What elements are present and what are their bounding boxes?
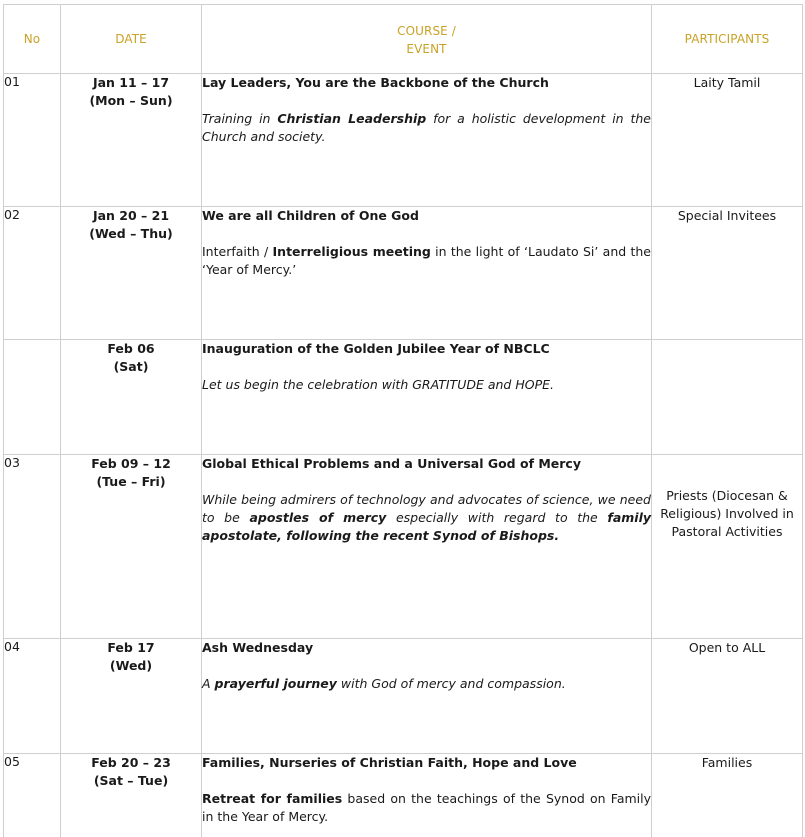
date-days: (Sat) <box>113 359 149 374</box>
row-event <box>202 754 652 837</box>
date-days: (Wed) <box>109 658 153 673</box>
row-date <box>61 754 202 837</box>
header-date: DATE <box>61 5 202 74</box>
date-range: Feb 06 <box>107 341 155 356</box>
description-segment: Let us begin the celebration with GRATITUDE and HOPE. <box>202 377 554 392</box>
description-segment: in the light of ‘Laudato Si’ and the ‘Year of Mercy.’ <box>202 244 651 277</box>
event-description <box>202 790 651 826</box>
event-title: Inauguration of the Golden Jubilee Year of NBCLC <box>202 341 550 356</box>
event-description <box>202 243 651 279</box>
description-segment: family apostolate, following the recent Synod of Bishops. <box>202 510 652 543</box>
row-number: 01 <box>4 74 61 207</box>
description-segment: Christian Leadership <box>277 111 427 126</box>
row-date <box>61 639 202 754</box>
date-range: Feb 09 – 12 <box>91 456 171 471</box>
description-segment: with God of mercy and compassion. <box>336 676 566 691</box>
description-segment: prayerful journey <box>214 676 337 691</box>
table-row <box>4 639 803 754</box>
description-segment: apostles of mercy <box>249 510 387 525</box>
table-row <box>4 340 803 455</box>
row-event <box>202 340 652 455</box>
date-days: (Sat – Tue) <box>93 773 169 788</box>
event-title: Global Ethical Problems and a Universal God of Mercy <box>202 456 581 471</box>
event-description <box>202 110 651 146</box>
event-title: Lay Leaders, You are the Backbone of the Church <box>202 75 549 90</box>
header-course-event <box>202 5 652 74</box>
header-participants: PARTICIPANTS <box>652 5 803 74</box>
table-row <box>4 754 803 837</box>
date-days: (Tue – Fri) <box>96 474 166 489</box>
row-date <box>61 207 202 340</box>
description-segment: A <box>202 676 215 691</box>
description-segment: Training in <box>202 111 278 126</box>
row-event <box>202 639 652 754</box>
row-number: 02 <box>4 207 61 340</box>
row-event <box>202 74 652 207</box>
table-row <box>4 455 803 639</box>
event-description <box>202 675 651 693</box>
description-segment: Retreat for families <box>202 791 343 806</box>
header-no: No <box>4 5 61 74</box>
date-range: Feb 17 <box>107 640 155 655</box>
event-description <box>202 491 651 545</box>
date-days: (Wed – Thu) <box>89 226 173 241</box>
event-title: Families, Nurseries of Christian Faith, Hope and Love <box>202 755 577 770</box>
header-event-label: EVENT <box>406 42 447 56</box>
table-header-row <box>4 5 803 74</box>
program-table <box>3 4 803 837</box>
date-range: Jan 11 – 17 <box>92 75 170 90</box>
row-number: 05 <box>4 754 61 837</box>
description-segment: Interreligious meeting <box>272 244 431 259</box>
table-row <box>4 207 803 340</box>
description-segment: especially with regard to the <box>386 510 608 525</box>
row-event <box>202 455 652 639</box>
row-date <box>61 455 202 639</box>
row-participants: Open to ALL <box>652 639 803 754</box>
date-range: Jan 20 – 21 <box>92 208 170 223</box>
date-days: (Mon – Sun) <box>89 93 173 108</box>
row-event <box>202 207 652 340</box>
description-segment: Interfaith / <box>202 244 273 259</box>
description-segment: While being admirers of technology and advocates of science, we need to be <box>202 492 651 525</box>
row-number <box>4 340 61 455</box>
row-participants: Special Invitees <box>652 207 803 340</box>
row-number: 04 <box>4 639 61 754</box>
header-course-label: COURSE / <box>397 24 456 38</box>
row-participants: Priests (Diocesan & Religious) Involved in Pastoral Activities <box>652 455 803 639</box>
row-date <box>61 340 202 455</box>
date-range: Feb 20 – 23 <box>91 755 171 770</box>
event-title: Ash Wednesday <box>202 640 314 655</box>
table-row <box>4 74 803 207</box>
event-description <box>202 376 651 394</box>
description-segment: based on the teachings of the Synod on Family in the Year of Mercy. <box>202 791 652 824</box>
description-segment: for a holistic development in the Church and society. <box>202 111 651 144</box>
row-participants <box>652 340 803 455</box>
row-participants: Families <box>652 754 803 837</box>
row-number: 03 <box>4 455 61 639</box>
row-date <box>61 74 202 207</box>
event-title: We are all Children of One God <box>202 208 419 223</box>
row-participants: Laity Tamil <box>652 74 803 207</box>
